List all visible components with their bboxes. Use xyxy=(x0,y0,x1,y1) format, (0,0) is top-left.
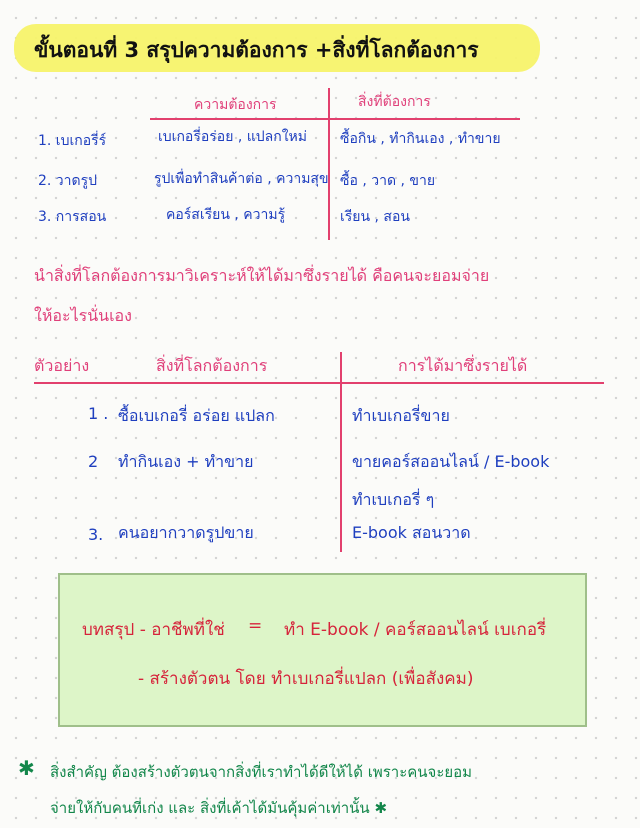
table2-row-income: ทำเบเกอรี่ขาย xyxy=(352,406,450,425)
summary-label: บทสรุป - อาชีพที่ใช่ xyxy=(82,620,225,640)
table2-header-example: ตัวอย่าง xyxy=(34,356,90,375)
table2-row-need: คนอยากวาดรูปขาย xyxy=(118,523,254,542)
summary-identity: - สร้างตัวตน โดย ทำเบเกอรี่แปลก (เพื่อสังคม) xyxy=(138,669,474,689)
table1-row-want: ซื้อกิน , ทำกินเอง , ทำขาย xyxy=(340,131,501,147)
table1-header-rule xyxy=(150,118,520,120)
footer-line-2: จ่ายให้กับคนที่เก่ง และ สิ่งที่เค้าได้มันคุ้มค่าเท่านั้น ✱ xyxy=(50,799,388,817)
footer-line-1: สิ่งสำคัญ ต้องสร้างตัวตนจากสิ่งที่เราทำได้ดีให้ได้ เพราะคนจะยอม xyxy=(50,763,473,781)
paragraph-line-1: นำสิ่งที่โลกต้องการมาวิเคราะห์ให้ได้มาซึ่งรายได้ คือคนจะยอมจ่าย xyxy=(34,266,490,285)
table2-row-income: E-book สอนวาด xyxy=(352,523,471,542)
table2-row-need: ซื้อเบเกอรี่ อร่อย แปลก xyxy=(118,406,275,425)
table1-row-want: เรียน , สอน xyxy=(340,209,410,225)
table1-header-want: สิ่งที่ต้องการ xyxy=(358,94,431,110)
paragraph-line-2: ให้อะไรนั่นเอง xyxy=(34,306,132,325)
table2-column-divider xyxy=(340,352,342,552)
summary-career: ทำ E-book / คอร์สออนไลน์ เบเกอรี่ xyxy=(284,620,547,640)
table2-row-num: 1 . xyxy=(88,404,109,423)
table2-header-rule xyxy=(34,382,604,384)
table2-row-income: ทำเบเกอรี่ ๆ xyxy=(352,490,435,509)
table1-row-need: รูปเพื่อทำสินค้าต่อ , ความสุข xyxy=(154,171,329,187)
table1-row-label: 1. เบเกอรี่ร์ xyxy=(38,133,107,149)
table1-row-label: 2. วาดรูป xyxy=(38,173,98,189)
table2-row-num: 2 xyxy=(88,452,99,471)
table2-row-num: 3. xyxy=(88,525,104,544)
table1-row-need: เบเกอรี่อร่อย , แปลกใหม่ xyxy=(158,129,308,145)
table1-column-divider xyxy=(328,88,330,240)
table1-row-want: ซื้อ , วาด , ขาย xyxy=(340,173,436,189)
table2-row-need: ทำกินเอง + ทำขาย xyxy=(118,452,254,471)
summary-equals: = xyxy=(248,616,263,636)
summary-box xyxy=(58,573,587,727)
footer-star-icon: ✱ xyxy=(18,756,35,780)
table1-row-need: คอร์สเรียน , ความรู้ xyxy=(166,207,286,223)
table2-header-need: สิ่งที่โลกต้องการ xyxy=(156,356,268,375)
table2-header-income: การได้มาซึ่งรายได้ xyxy=(398,356,528,375)
table2-row-income: ขายคอร์สออนไลน์ / E-book xyxy=(352,452,550,471)
table1-row-label: 3. การสอน xyxy=(38,209,107,225)
table1-header-need: ความต้องการ xyxy=(194,97,277,113)
page-title: ขั้นตอนที่ 3 สรุปความต้องการ +สิ่งที่โลกต้องการ xyxy=(34,38,479,62)
